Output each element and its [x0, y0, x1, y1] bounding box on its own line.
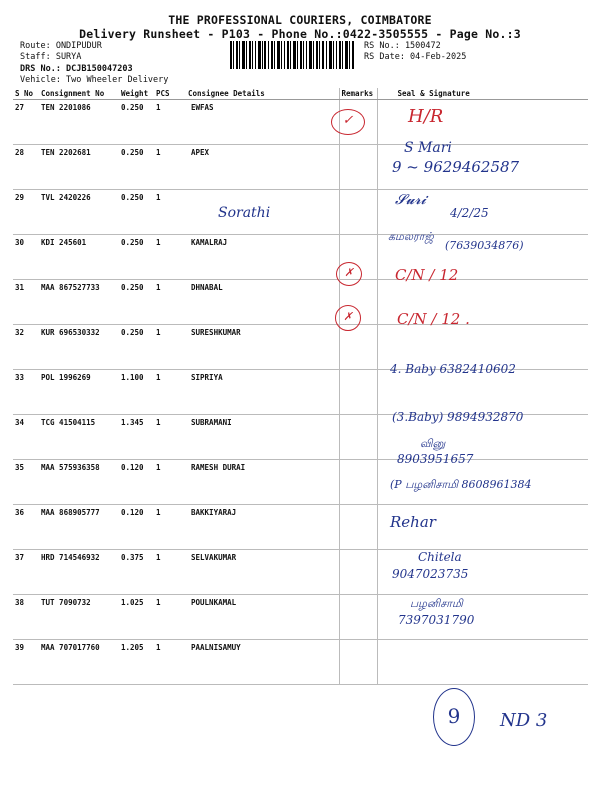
- pcs-cell: 1: [154, 280, 186, 325]
- table-body: [13, 100, 588, 685]
- handwritten-sig-36: (P பழனிசாமி 8608961384: [390, 478, 532, 491]
- remarks-cell: [339, 235, 377, 280]
- weight-cell: 0.250: [119, 280, 154, 325]
- consignee-cell: PAALNISAMUY: [186, 640, 339, 685]
- remark-stamp-31: ✗: [336, 262, 362, 286]
- table-row: [13, 145, 588, 190]
- sno-cell: 39: [13, 640, 39, 685]
- consignee-cell: DHNABAL: [186, 280, 339, 325]
- consignment-cell: TUT 7090732: [39, 595, 119, 640]
- signature-cell: [377, 550, 588, 595]
- handwritten-sig-38-phone: 9047023735: [392, 567, 469, 581]
- remark-stamp-27: ✓: [331, 109, 365, 135]
- weight-cell: 0.250: [119, 100, 154, 145]
- table-row: [13, 550, 588, 595]
- table-row: [13, 280, 588, 325]
- rs-date: RS Date: 04-Feb-2025: [364, 52, 467, 62]
- weight-cell: 0.375: [119, 550, 154, 595]
- sno-cell: 35: [13, 460, 39, 505]
- consignee-cell: EWFAS: [186, 100, 339, 145]
- pcs-cell: 1: [154, 640, 186, 685]
- signature-cell: [377, 460, 588, 505]
- sno-cell: 36: [13, 505, 39, 550]
- remarks-cell: [339, 370, 377, 415]
- runsheet-subtitle: Delivery Runsheet - P103 - Phone No.:0422-3505555 - Page No.:3: [79, 27, 521, 41]
- sno-cell: 38: [13, 595, 39, 640]
- table-row: [13, 595, 588, 640]
- sno-cell: 37: [13, 550, 39, 595]
- sno-cell: 33: [13, 370, 39, 415]
- pcs-cell: 1: [154, 325, 186, 370]
- table-row: [13, 370, 588, 415]
- signature-cell: [377, 595, 588, 640]
- handwritten-note-29: Sorathi: [218, 205, 271, 221]
- vehicle-label: Vehicle: Two Wheeler Delivery: [20, 75, 169, 85]
- remark-stamp-32: ✗: [335, 305, 361, 331]
- pcs-cell: 1: [154, 100, 186, 145]
- signature-cell: [377, 145, 588, 190]
- sno-cell: 29: [13, 190, 39, 235]
- handwritten-sig-35-phone: 8903951657: [397, 452, 474, 466]
- signature-cell: [377, 100, 588, 145]
- sno-cell: 28: [13, 145, 39, 190]
- pcs-cell: 1: [154, 415, 186, 460]
- sno-cell: 27: [13, 100, 39, 145]
- remarks-cell: [339, 325, 377, 370]
- weight-cell: 0.120: [119, 505, 154, 550]
- handwritten-sig-37: Rehar: [390, 513, 436, 531]
- table-row: [13, 235, 588, 280]
- weight-cell: 1.100: [119, 370, 154, 415]
- company-title: THE PROFESSIONAL COURIERS, COIMBATORE: [168, 13, 432, 27]
- page-count-circle: 9: [433, 688, 475, 746]
- table-row: [13, 190, 588, 235]
- consignment-cell: MAA 707017760: [39, 640, 119, 685]
- signature-cell: [377, 370, 588, 415]
- handwritten-sig-30-phone: (7639034876): [445, 239, 524, 252]
- pcs-cell: 1: [154, 145, 186, 190]
- col-consignee: Consignee Details: [186, 88, 339, 100]
- remarks-cell: [339, 460, 377, 505]
- table-row: [13, 460, 588, 505]
- handwritten-sig-34: (3.Baby) 9894932870: [392, 410, 524, 424]
- consignment-cell: MAA 868905777: [39, 505, 119, 550]
- consignment-cell: HRD 714546932: [39, 550, 119, 595]
- handwritten-sig-38-name: Chitela: [418, 550, 462, 564]
- col-signature: Seal & Signature: [377, 88, 588, 100]
- signature-cell: [377, 415, 588, 460]
- col-sno: S No: [13, 88, 39, 100]
- col-pcs: PCS: [154, 88, 186, 100]
- consignment-cell: TVL 2420226: [39, 190, 119, 235]
- signature-cell: [377, 640, 588, 685]
- signature-cell: [377, 280, 588, 325]
- handwritten-sig-39-phone: 7397031790: [398, 613, 475, 627]
- rs-number: RS No.: 1500472: [364, 41, 441, 51]
- handwritten-sig-33: 4. Baby 6382410602: [390, 362, 516, 376]
- handwritten-sig-29-date: 4/2/25: [450, 206, 489, 220]
- remarks-cell: [339, 640, 377, 685]
- sno-cell: 31: [13, 280, 39, 325]
- route-label: Route: ONDIPUDUR: [20, 41, 102, 51]
- weight-cell: 0.250: [119, 325, 154, 370]
- handwritten-sig-28-phone: 9 ~ 9629462587: [392, 158, 520, 176]
- consignee-cell: BAKKIYARAJ: [186, 505, 339, 550]
- col-weight: Weight: [119, 88, 154, 100]
- remarks-cell: [339, 505, 377, 550]
- sno-cell: 34: [13, 415, 39, 460]
- col-remarks: Remarks: [339, 88, 377, 100]
- remarks-cell: [339, 550, 377, 595]
- remarks-cell: [339, 100, 377, 145]
- handwritten-sig-27: H/R: [408, 106, 444, 127]
- signature-cell: [377, 190, 588, 235]
- footer-note: ND 3: [500, 710, 548, 731]
- consignee-cell: SELVAKUMAR: [186, 550, 339, 595]
- col-consignment: Consignment No: [39, 88, 119, 100]
- consignee-cell: POULNKAMAL: [186, 595, 339, 640]
- table-row: [13, 325, 588, 370]
- weight-cell: 0.250: [119, 145, 154, 190]
- runsheet-table: [13, 88, 588, 685]
- handwritten-sig-28-name: S Mari: [404, 140, 452, 156]
- drs-number: DRS No.: DCJB150047203: [20, 64, 133, 74]
- remarks-cell: [339, 595, 377, 640]
- consignment-cell: KUR 696530332: [39, 325, 119, 370]
- pcs-cell: 1: [154, 235, 186, 280]
- weight-cell: 1.345: [119, 415, 154, 460]
- weight-cell: 0.250: [119, 235, 154, 280]
- pcs-cell: 1: [154, 370, 186, 415]
- consignee-cell: SUBRAMANI: [186, 415, 339, 460]
- weight-cell: 1.205: [119, 640, 154, 685]
- staff-label: Staff: SURYA: [20, 52, 82, 62]
- weight-cell: 0.120: [119, 460, 154, 505]
- handwritten-sig-32: C/N / 12 .: [397, 310, 470, 328]
- weight-cell: 0.250: [119, 190, 154, 235]
- handwritten-sig-31: C/N / 12: [395, 266, 459, 284]
- pcs-cell: 1: [154, 460, 186, 505]
- consignee-cell: RAMESH DURAI: [186, 460, 339, 505]
- sno-cell: 30: [13, 235, 39, 280]
- consignment-cell: MAA 867527733: [39, 280, 119, 325]
- table-row: [13, 100, 588, 145]
- barcode: [230, 41, 354, 69]
- consignment-cell: TCG 41504115: [39, 415, 119, 460]
- table-row: [13, 640, 588, 685]
- remarks-cell: [339, 190, 377, 235]
- signature-cell: [377, 325, 588, 370]
- consignee-cell: SIPRIYA: [186, 370, 339, 415]
- pcs-cell: 1: [154, 595, 186, 640]
- consignee-cell: KAMALRAJ: [186, 235, 339, 280]
- pcs-cell: 1: [154, 190, 186, 235]
- consignment-cell: TEN 2202681: [39, 145, 119, 190]
- weight-cell: 1.025: [119, 595, 154, 640]
- table-row: [13, 505, 588, 550]
- consignment-cell: TEN 2201086: [39, 100, 119, 145]
- handwritten-sig-35-name: வினு: [420, 437, 446, 450]
- handwritten-sig-39-name: பழனிசாமி: [410, 597, 463, 610]
- consignee-cell: SURESHKUMAR: [186, 325, 339, 370]
- sno-cell: 32: [13, 325, 39, 370]
- consignment-cell: MAA 575936358: [39, 460, 119, 505]
- signature-cell: [377, 505, 588, 550]
- handwritten-sig-29-scribble: 𝓢𝓾𝓻𝓲: [395, 192, 426, 208]
- consignee-cell: APEX: [186, 145, 339, 190]
- table-header-row: [13, 88, 588, 100]
- pcs-cell: 1: [154, 505, 186, 550]
- consignment-cell: POL 1996269: [39, 370, 119, 415]
- remarks-cell: [339, 145, 377, 190]
- signature-cell: [377, 235, 588, 280]
- table-row: [13, 415, 588, 460]
- pcs-cell: 1: [154, 550, 186, 595]
- consignee-cell: [186, 190, 339, 235]
- consignment-cell: KDI 245601: [39, 235, 119, 280]
- handwritten-sig-30-name: கமலராஜ்: [388, 230, 434, 243]
- remarks-cell: [339, 280, 377, 325]
- remarks-cell: [339, 415, 377, 460]
